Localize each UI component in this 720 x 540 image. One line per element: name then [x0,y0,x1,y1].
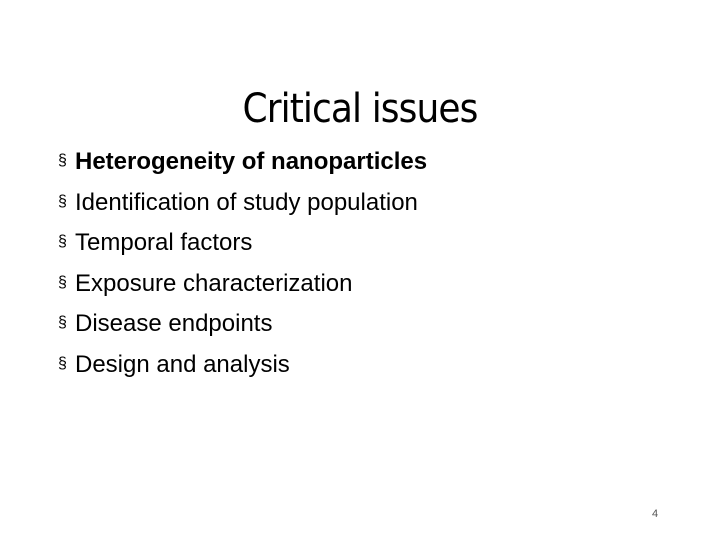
bullet-marker-icon: § [58,192,67,210]
bullet-item-heterogeneity [58,142,427,183]
bullet-text: Disease endpoints [75,310,273,338]
bullet-list [58,142,427,385]
bullet-item-temporal-factors [58,223,427,264]
bullet-text: Exposure characterization [75,269,353,297]
bullet-text: Design and analysis [75,350,290,378]
bullet-marker-icon: § [58,314,67,332]
bullet-text: Temporal factors [75,229,253,257]
bullet-item-study-population [58,183,427,224]
page-number: 4 [651,508,659,520]
bullet-item-disease-endpoints [58,304,427,345]
bullet-marker-icon: § [58,354,67,372]
bullet-marker-icon: § [58,233,67,251]
bullet-text: Identification of study population [75,188,418,216]
bullet-item-exposure [58,264,427,305]
bullet-item-design-analysis [58,345,427,386]
slide-title: Critical issues [242,85,478,132]
bullet-marker-icon: § [58,152,67,170]
bullet-text: Heterogeneity of nanoparticles [75,148,428,176]
bullet-marker-icon: § [58,273,67,291]
